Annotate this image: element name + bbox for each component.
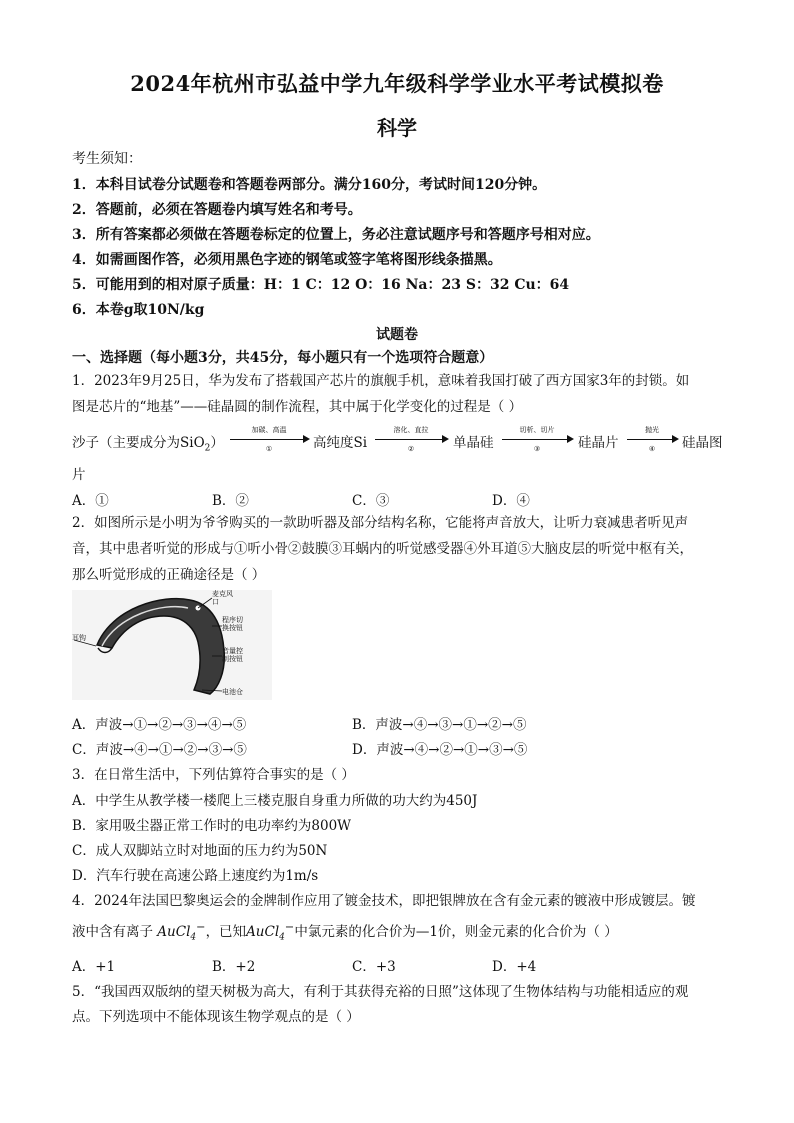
arrow-number: ②: [407, 445, 415, 453]
label-mic: 麦克风口: [212, 590, 233, 606]
notice-item: 4．如需画图作答，必须用黑色字迹的钢笔或签字笔将图形线条描黑。: [72, 252, 502, 268]
question-4-stem-line1: 4．2024年法国巴黎奥运会的金牌制作应用了镀金技术，即把银牌放在含有金元素的镀液中形成镀层。镀: [72, 893, 696, 909]
q2-option-b[interactable]: B．声波→④→③→①→②→⑤: [352, 717, 527, 733]
arrow-head-icon: [442, 435, 449, 443]
flow-step: 高纯度Si: [313, 435, 368, 451]
q1-option-b[interactable]: B．②: [212, 493, 249, 509]
question-5-stem-line2: 点。下列选项中不能体现该生物学观点的是（ ）: [72, 1009, 360, 1025]
notice-item: 5．可能用到的相对原子质量：H：1 C：12 O：16 Na：23 S：32 Cu：64: [72, 277, 570, 293]
q1-option-d[interactable]: D．④: [492, 493, 530, 509]
q4-option-a[interactable]: A．+1: [72, 959, 116, 975]
ion-text: AuCl: [157, 924, 191, 940]
question-3-stem: 3．在日常生活中，下列估算符合事实的是（ ）: [72, 767, 355, 783]
q3-option-b[interactable]: B．家用吸尘器正常工作时的电功率约为800W: [72, 818, 352, 834]
question-2-stem: [72, 510, 722, 588]
flow-text: 沙子（主要成分为SiO: [72, 435, 205, 451]
label-battery: 电池仓: [222, 688, 243, 696]
question-1-stem: [72, 368, 722, 420]
stem-line: 那么听觉形成的正确途径是（ ）: [72, 567, 266, 583]
silicon-wafer-process-flow: [72, 427, 732, 455]
notice-item: 1．本科目试卷分试题卷和答题卷两部分。满分160分，考试时间120分钟。: [72, 177, 547, 193]
arrow-label: 抛光: [645, 426, 659, 434]
notice-item: 2．答题前，必须在答题卷内填写姓名和考号。: [72, 202, 362, 218]
flow-subscript: 2: [204, 443, 211, 454]
question-5-stem-line1: 5．“我国西双版纳的望天树极为高大，有利于其获得充裕的日照”这体现了生物体结构与功能相适应的观: [72, 984, 689, 1000]
arrow-label: 加碳、高温: [251, 426, 287, 434]
flow-continuation: 片: [72, 467, 86, 483]
stem-line: 图是芯片的“地基”——硅晶圆的制作流程，其中属于化学变化的过程是（ ）: [72, 399, 523, 415]
flow-text: ）: [210, 435, 224, 451]
hearing-aid-drawing: [72, 590, 272, 700]
arrow-number: ①: [265, 445, 273, 453]
notice-item: 6．本卷g取10N/kg: [72, 302, 205, 318]
arrow-head-icon: [303, 435, 310, 443]
q2-option-a[interactable]: A．声波→①→②→③→④→⑤: [72, 717, 247, 733]
flow-step: 硅晶图: [682, 435, 723, 451]
ion-subscript: 4: [279, 932, 285, 943]
arrow-number: ③: [533, 445, 541, 453]
ion-text: AuCl: [246, 924, 280, 940]
arrow-head-icon: [567, 435, 574, 443]
label-volume: 音量控制按钮: [222, 647, 243, 663]
q2-option-c[interactable]: C．声波→④→①→②→③→⑤: [72, 742, 247, 758]
arrow-head-icon: [672, 435, 679, 443]
stem-line: 音，其中患者听觉的形成与①听小骨②鼓膜③耳蜗内的听觉感受器④外耳道⑤大脑皮层的听觉中枢有关，: [72, 541, 693, 557]
flow-step-sand: [72, 431, 224, 454]
question-4-stem-line2: [72, 920, 618, 943]
arrow-label: 溶化、直拉: [393, 426, 429, 434]
label-hook: 耳钩: [72, 634, 86, 642]
label-switch: 程序切换按钮: [222, 616, 243, 632]
flow-step: 单晶硅: [453, 435, 494, 451]
ion-formula: AuCl$_4$−: [246, 920, 295, 943]
flow-step: 硅晶片: [578, 435, 619, 451]
q2-option-d[interactable]: D．声波→④→②→①→③→⑤: [352, 742, 528, 758]
stem-line: 2．如图所示是小明为爷爷购买的一款助听器及部分结构名称，它能将声音放大，让听力衰减患者听见声: [72, 515, 689, 531]
arrow-label: 切析、切片: [519, 426, 555, 434]
ion-formula: AuCl$_4$−: [157, 920, 206, 943]
stem-text: ，已知: [205, 924, 247, 940]
q3-option-c[interactable]: C．成人双脚站立时对地面的压力约为50N: [72, 843, 328, 859]
q4-option-d[interactable]: D．+4: [492, 959, 537, 975]
page-title: 2024年杭州市弘益中学九年级科学学业水平考试模拟卷: [130, 71, 664, 96]
notice-item: 3．所有答案都必须做在答题卷标定的位置上，务必注意试题序号和答题序号相对应。: [72, 227, 600, 243]
q4-option-c[interactable]: C．+3: [352, 959, 396, 975]
q1-option-c[interactable]: C．③: [352, 493, 390, 509]
section-label: 试题卷: [376, 327, 418, 343]
stem-text: 中氯元素的化合价为—1价，则金元素的化合价为（ ）: [294, 924, 618, 940]
hearing-aid-figure: [72, 590, 272, 700]
q4-option-b[interactable]: B．+2: [212, 959, 256, 975]
part-heading: 一、选择题（每小题3分，共45分，每小题只有一个选项符合题意）: [72, 350, 494, 366]
q3-option-a[interactable]: A．中学生从教学楼一楼爬上三楼克服自身重力所做的功大约为450J: [72, 793, 478, 809]
arrow-number: ④: [648, 445, 656, 453]
ion-subscript: 4: [190, 932, 197, 943]
stem-text: 液中含有离子: [72, 924, 153, 940]
stem-line: 1．2023年9月25日，华为发布了搭载国产芯片的旗舰手机，意味着我国打破了西方国家3年的封锁。如: [72, 373, 690, 389]
q1-option-a[interactable]: A．①: [72, 493, 109, 509]
notice-heading: 考生须知：: [72, 151, 142, 167]
page-subtitle: 科学: [377, 116, 417, 140]
q3-option-d[interactable]: D．汽车行驶在高速公路上速度约为1m/s: [72, 868, 319, 884]
